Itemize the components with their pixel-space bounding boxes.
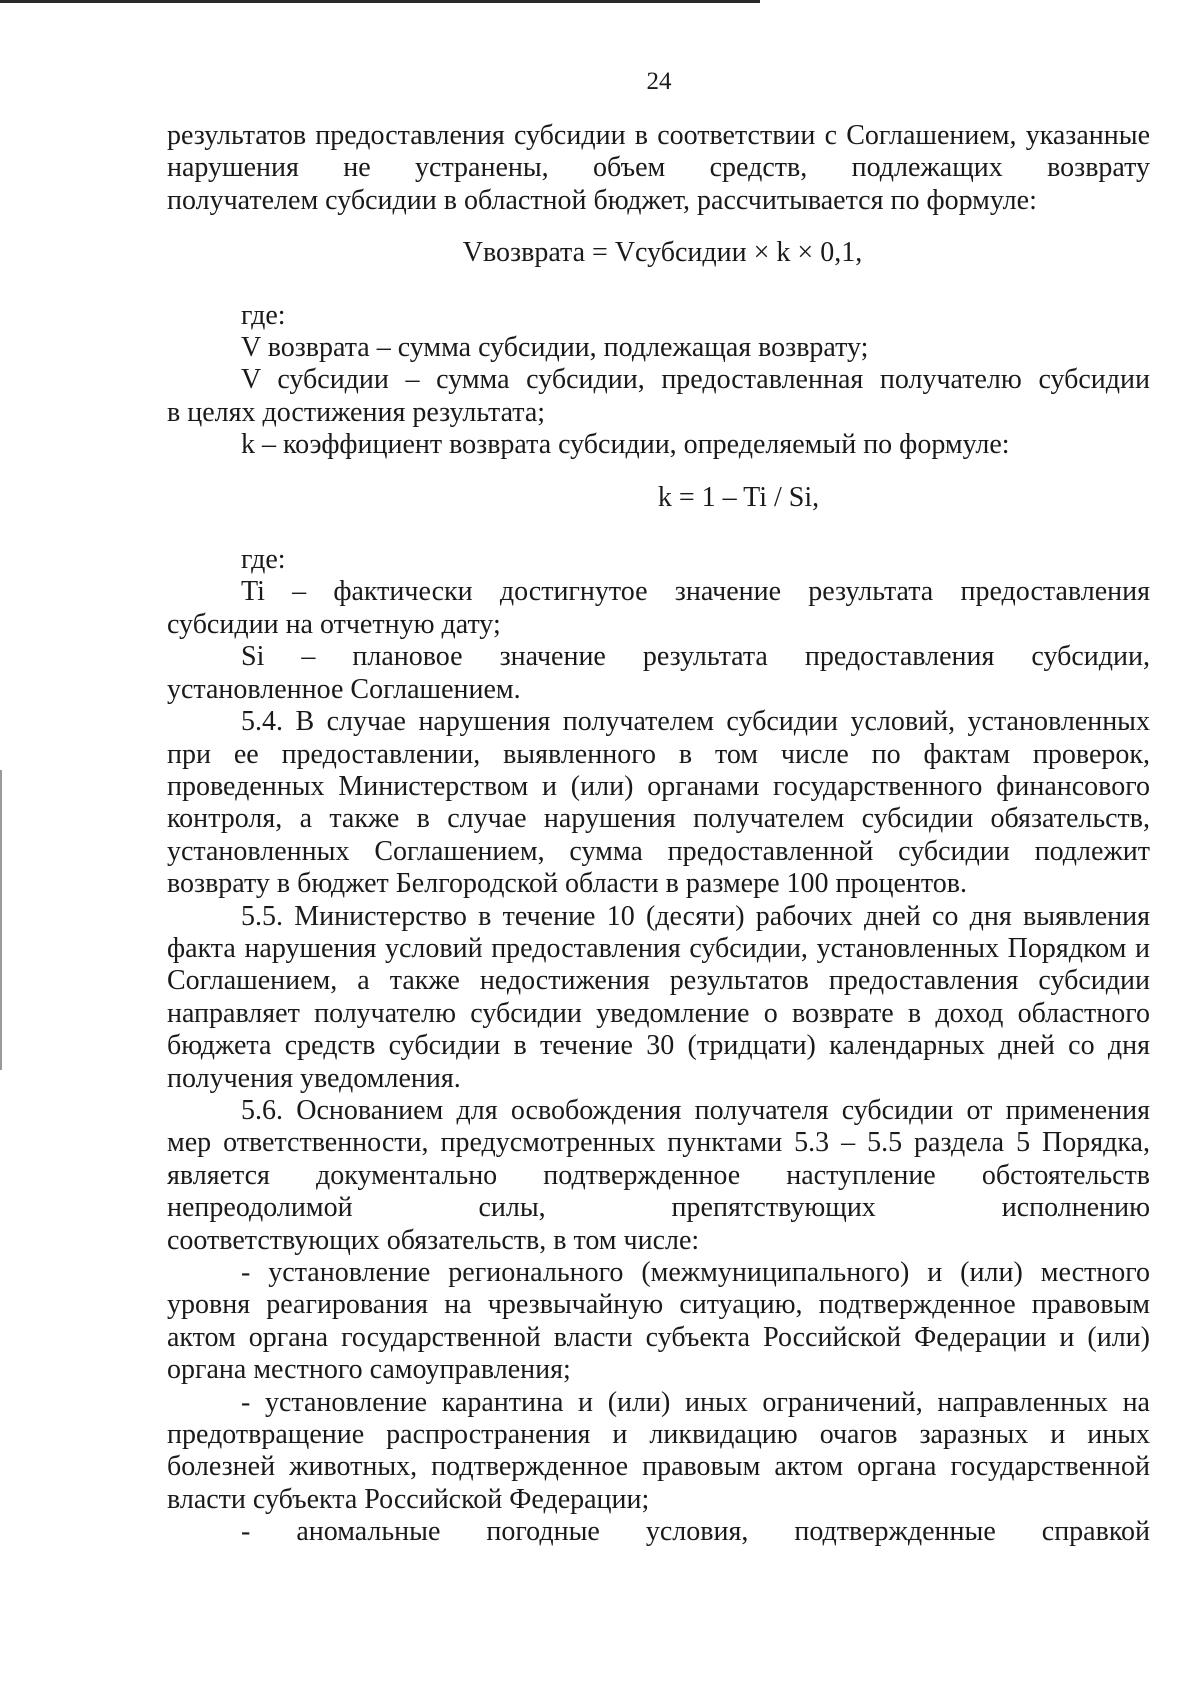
- definition-si: Si – плановое значение результата предоставления субсидии,: [241, 641, 1150, 673]
- definition-v-subsidy-end: в целях достижения результата;: [167, 396, 546, 428]
- definition-ti-end: субсидии на отчетную дату;: [167, 608, 501, 640]
- paragraph-continuation: результатов предоставления субсидии в соответствии с Соглашением, указанные нарушения не устранены, объем средств, подлежащих возврату: [167, 120, 1150, 184]
- definition-ti: Ti – фактически достигнутое значение результата предоставления: [241, 576, 1150, 608]
- definition-v-subsidy: V субсидии – сумма субсидии, предоставленная получателю субсидии: [241, 364, 1150, 396]
- scan-edge-left: [0, 770, 2, 1070]
- scan-edge-top: [0, 0, 760, 3]
- formula-k: k = 1 – Ti / Si,: [657, 481, 820, 513]
- where-label-2: где:: [241, 544, 286, 576]
- document-body: [167, 120, 1150, 1549]
- paragraph-5-4: 5.4. В случае нарушения получателем субсидии условий, установленных при ее предоставлении, выявленного в том числе по фактам проверок, проведенных Министерством и (или) органами государственного финансового контроля, а также в случае нарушения получателем субсидии обязательств, установленных Соглашением, сумма предоставленной субсидии подлежит: [167, 706, 1150, 867]
- paragraph-continuation-end: получателем субсидии в областной бюджет, рассчитывается по формуле:: [167, 184, 1037, 216]
- paragraph-5-4-end: возврату в бюджет Белгородской области в размере 100 процентов.: [167, 868, 967, 900]
- page-number: 24: [646, 68, 672, 95]
- list-item-weather: - аномальные погодные условия, подтвержденные справкой: [241, 1516, 1150, 1548]
- definition-v-return: V возврата – сумма субсидии, подлежащая возврату;: [241, 332, 869, 364]
- list-item-quarantine: - установление карантина и (или) иных ограничений, направленных на предотвращение распространения и ликвидацию очагов заразных и иных болезней животных, подтвержденное правовым актом органа государственной власти субъекта Российской Федерации;: [167, 1386, 1150, 1515]
- paragraph-5-6: 5.6. Основанием для освобождения получателя субсидии от применения мер ответственности, предусмотренных пунктами 5.3 – 5.5 раздела 5 Порядка, является документально подтвержденное наступление обстоятельств непреодолимой силы, препятствующих исполнению: [167, 1094, 1150, 1224]
- where-label: где:: [241, 299, 286, 331]
- paragraph-5-6-end: соответствующих обязательств, в том числе:: [167, 1224, 700, 1256]
- definition-k: k – коэффициент возврата субсидии, определяемый по формуле:: [241, 429, 1010, 461]
- paragraph-5-5: 5.5. Министерство в течение 10 (десяти) рабочих дней со дня выявления факта нарушения условий предоставления субсидии, установленных Порядком и Соглашением, а также недостижения результатов предоставления субсидии направляет получателю субсидии уведомление о возврате в доход областного бюджета средств субсидии в течение 30 (тридцати) календарных дней со дня получения уведомления.: [167, 900, 1150, 1094]
- list-item-emergency: - установление регионального (межмуниципального) и (или) местного уровня реагирования на чрезвычайную ситуацию, подтвержденное правовым актом органа государственной власти субъекта Российской Федерации и (или) органа местного самоуправления;: [167, 1257, 1150, 1386]
- formula-return-amount: Vвозврата = Vсубсидии × k × 0,1,: [462, 237, 863, 269]
- definition-si-end: установленное Соглашением.: [167, 673, 521, 705]
